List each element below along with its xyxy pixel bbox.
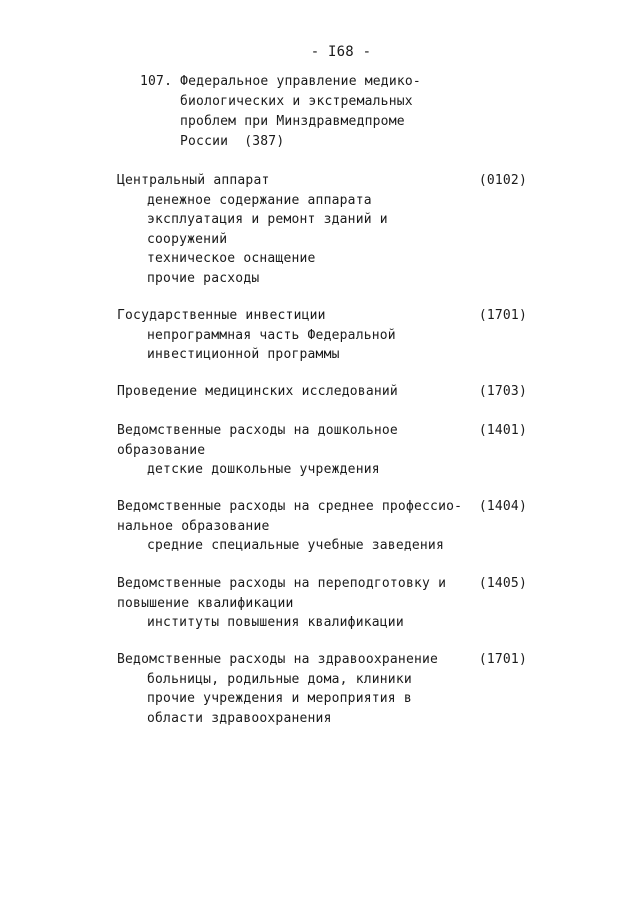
section-title: Проведение медицинских исследований bbox=[117, 384, 398, 399]
heading-line: 107. Федеральное управление медико- bbox=[140, 74, 421, 89]
section-title: повышение квалификации bbox=[117, 595, 294, 611]
section-item: прочие учреждения и мероприятия в bbox=[147, 691, 412, 706]
section-item: детские дошкольные учреждения bbox=[147, 462, 380, 477]
section-item: институты повышения квалификации bbox=[147, 615, 404, 630]
section-state-investments bbox=[117, 306, 527, 365]
section-vocational-education bbox=[117, 497, 527, 556]
section-code: (1401) bbox=[478, 423, 527, 438]
section-item: области здравоохранения bbox=[147, 710, 332, 726]
section-title: Государственные инвестиции bbox=[117, 308, 326, 323]
section-preschool-education bbox=[117, 421, 527, 480]
section-code: (1405) bbox=[478, 576, 527, 591]
section-code: (1703) bbox=[478, 384, 527, 399]
heading-line: биологических и экстремальных bbox=[180, 94, 413, 109]
section-item: инвестиционной программы bbox=[147, 347, 340, 362]
section-item: эксплуатация и ремонт зданий и bbox=[147, 212, 388, 227]
section-healthcare bbox=[117, 650, 527, 728]
section-title: образование bbox=[117, 442, 206, 458]
section-code: (1701) bbox=[478, 652, 527, 667]
heading-line: проблем при Минздравмедпроме bbox=[180, 114, 405, 129]
page-number: - I68 - bbox=[310, 44, 372, 60]
section-item: больницы, родильные дома, клиники bbox=[147, 671, 412, 687]
department-heading bbox=[140, 72, 421, 152]
heading-line: России (387) bbox=[180, 134, 285, 149]
section-title: Ведомственные расходы на переподготовку и bbox=[117, 576, 447, 591]
section-item: прочие расходы bbox=[147, 270, 260, 286]
section-central-apparatus bbox=[117, 171, 527, 288]
section-title: нальное образование bbox=[117, 518, 270, 534]
section-code: (1404) bbox=[478, 499, 527, 514]
section-title: Ведомственные расходы на здравоохранение bbox=[117, 652, 439, 667]
section-code: (0102) bbox=[478, 173, 527, 188]
section-code: (1701) bbox=[478, 308, 527, 323]
section-title: Ведомственные расходы на дошкольное bbox=[117, 423, 398, 438]
section-item: денежное содержание аппарата bbox=[147, 192, 372, 208]
section-item: средние специальные учебные заведения bbox=[147, 538, 444, 553]
section-item: сооружений bbox=[147, 231, 228, 247]
section-title: Ведомственные расходы на среднее профессио- bbox=[117, 499, 463, 514]
section-item: непрограммная часть Федеральной bbox=[147, 327, 396, 343]
section-item: техническое оснащение bbox=[147, 251, 316, 266]
section-medical-research bbox=[117, 382, 527, 402]
section-retraining bbox=[117, 574, 527, 633]
section-title: Центральный аппарат bbox=[117, 173, 270, 188]
